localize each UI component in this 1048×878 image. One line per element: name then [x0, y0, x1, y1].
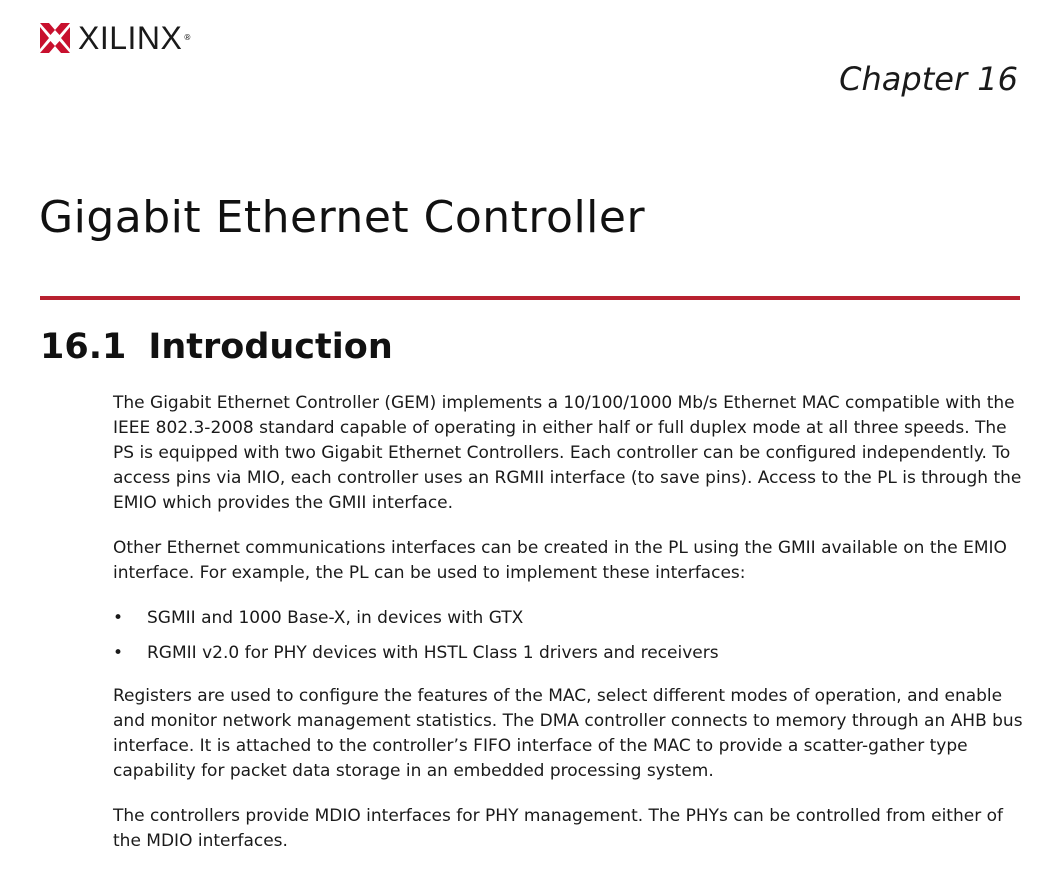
section-title: Introduction — [148, 327, 393, 367]
xilinx-logo — [40, 20, 191, 56]
paragraph: The Gigabit Ethernet Controller (GEM) implements a 10/100/1000 Mb/s Ethernet MAC compatible with the IEEE 802.3-2008 standard capable of operating in either half or full duplex mode at all three speeds. The PS is equipped with two Gigabit Ethernet Controllers. Each controller can be configured independently. To access pins via MIO, each controller uses an RGMII interface (to save pins). Access to the PL is through the EMIO which provides the GMII interface. — [113, 393, 1022, 513]
registered-mark: ® — [183, 33, 192, 42]
chapter-title: Gigabit Ethernet Controller — [39, 192, 646, 243]
xilinx-x-icon — [40, 23, 70, 53]
list-item — [113, 641, 1023, 666]
section-heading — [40, 325, 393, 369]
list-item-text: RGMII v2.0 for PHY devices with HSTL Class 1 drivers and receivers — [147, 643, 719, 663]
paragraph: Other Ethernet communications interfaces can be created in the PL using the GMII available on the EMIO interface. For example, the PL can be used to implement these interfaces: — [113, 538, 1007, 583]
paragraph: Registers are used to configure the features of the MAC, select different modes of operation, and enable and monitor network management statistics. The DMA controller connects to memory through an AHB bus interface. It is attached to the controller’s FIFO interface of the MAC to provide a scatter-gather type capability for packet data storage in an embedded processing system. — [113, 686, 1023, 781]
list-item-text: SGMII and 1000 Base-X, in devices with GTX — [147, 608, 524, 628]
chapter-label: Chapter 16 — [839, 60, 1018, 98]
paragraph: The controllers provide MDIO interfaces for PHY management. The PHYs can be controlled from either of the MDIO interfaces. — [113, 806, 1003, 851]
list-item — [113, 606, 1023, 631]
section-body — [113, 391, 1023, 874]
bullet-marker: • — [113, 608, 124, 628]
bullet-list — [113, 606, 1023, 666]
chapter-divider — [40, 296, 1020, 300]
bullet-marker: • — [113, 643, 124, 663]
section-number: 16.1 — [40, 327, 127, 367]
logo-wordmark: XILINX — [78, 20, 183, 56]
